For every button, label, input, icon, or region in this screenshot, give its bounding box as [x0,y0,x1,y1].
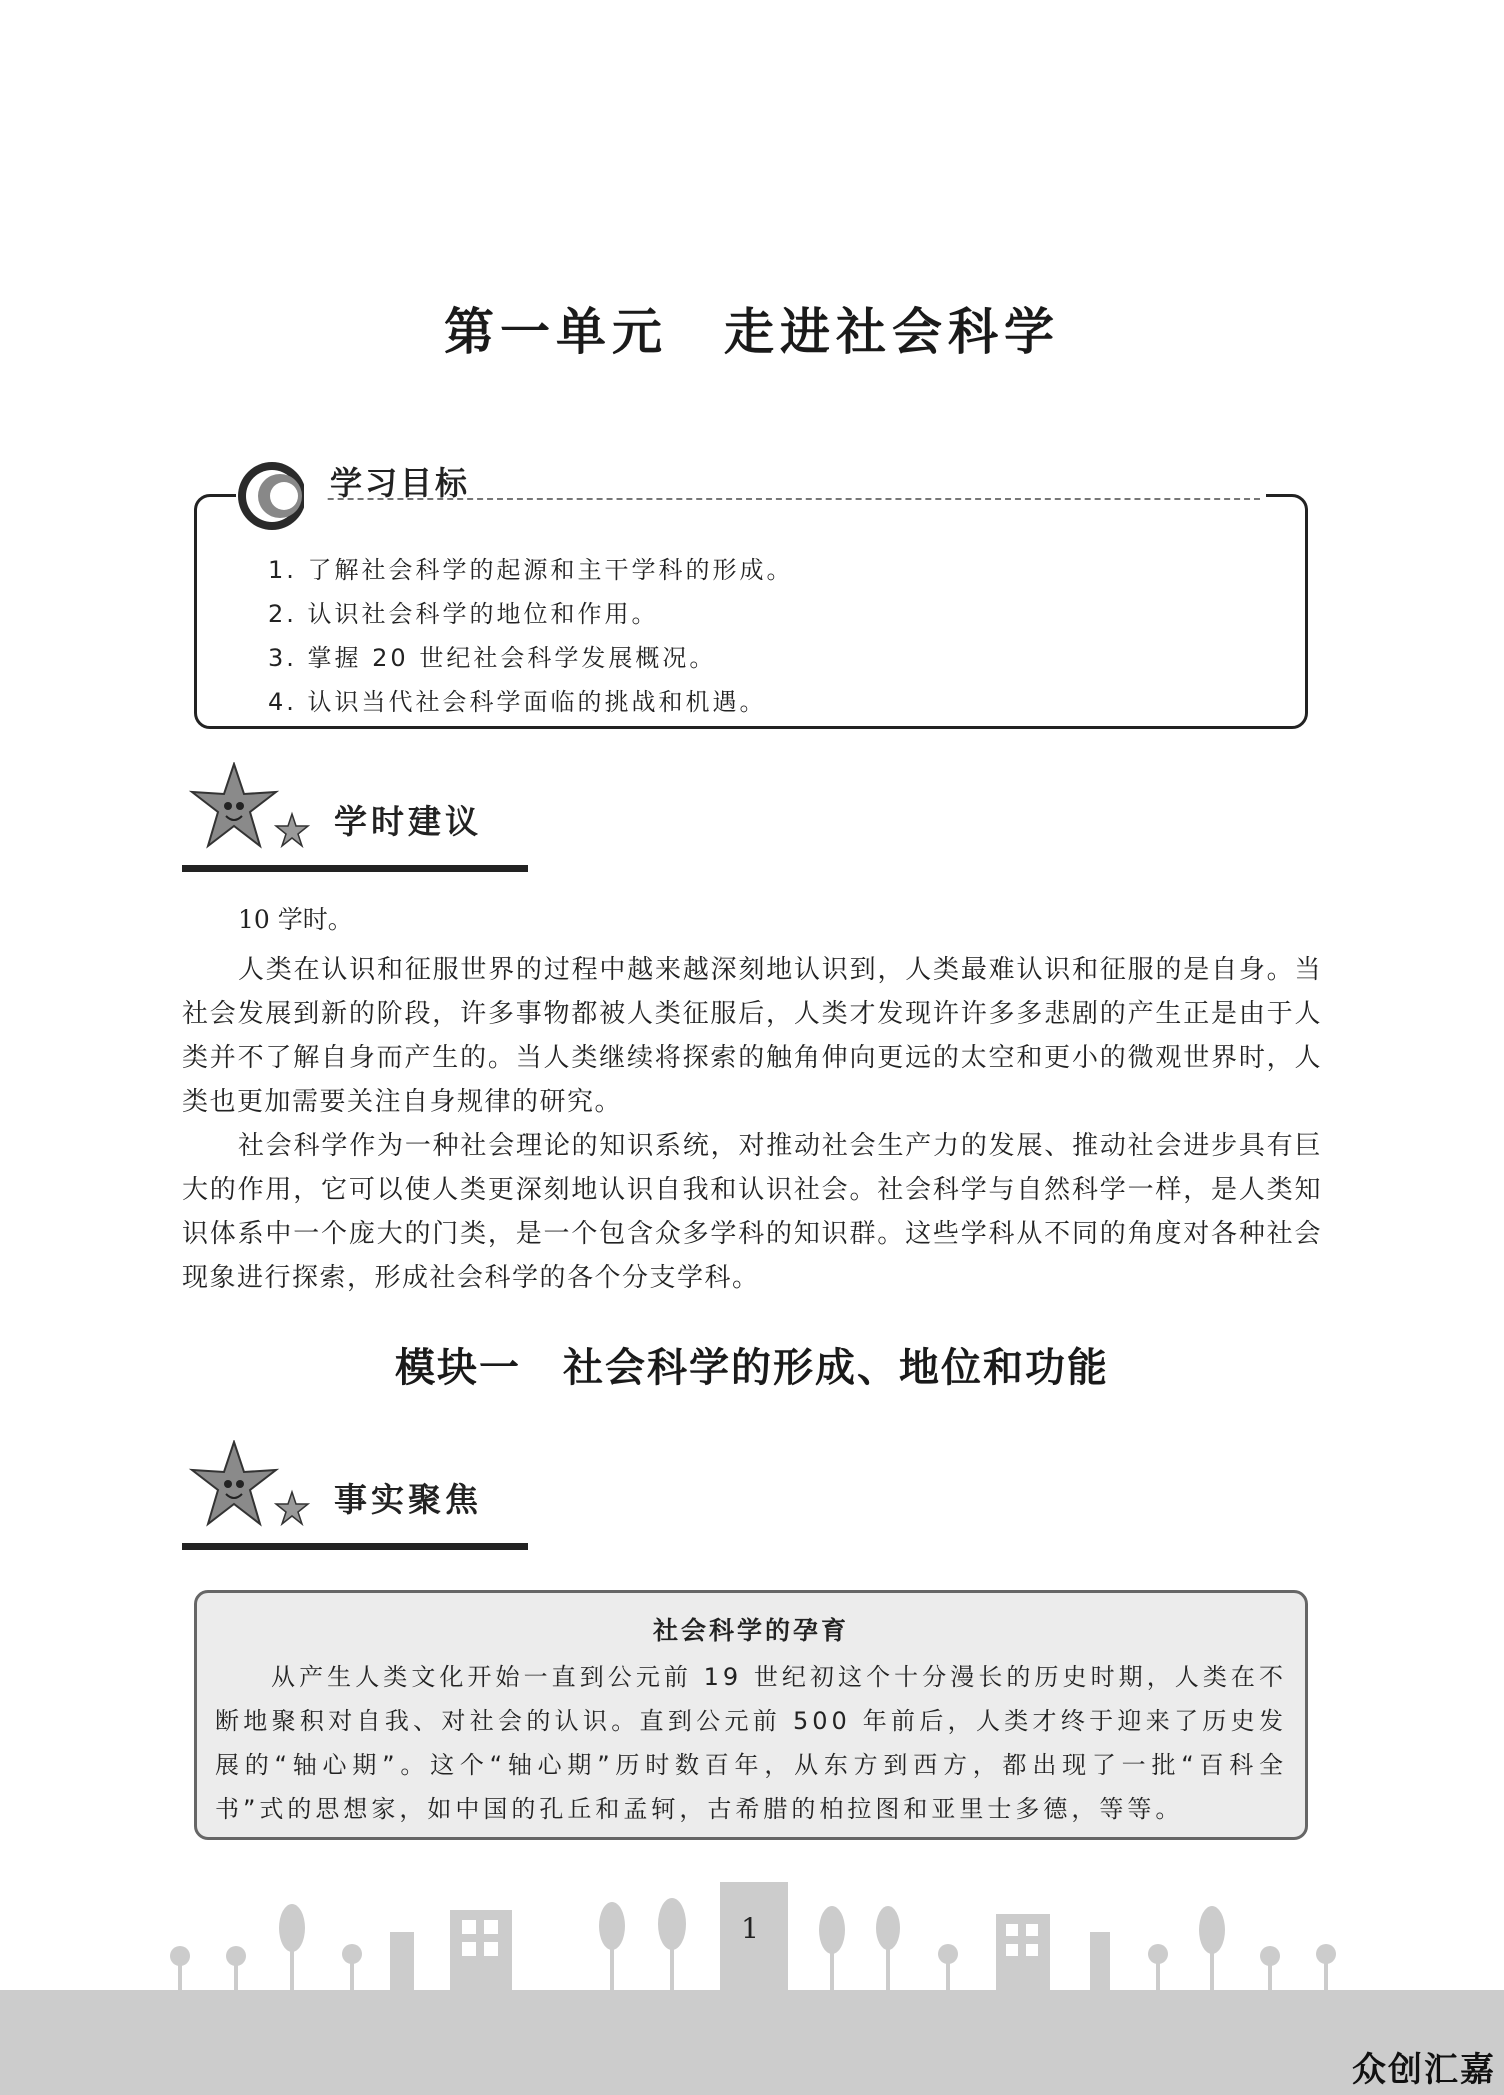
city-skyline-decoration [0,1870,1504,2095]
intro-paragraph: 社会科学作为一种社会理论的知识系统，对推动社会生产力的发展、推动社会进步具有巨大的作用，它可以使人类更深刻地认识自我和认识社会。社会科学与自然科学一样，是人类知识体系中一个庞大的门类，是一个包含众多学科的知识群。这些学科从不同的角度对各种社会现象进行探索，形成社会科学的各个分支学科。 [182,1131,1322,1293]
facts-heading [182,1440,528,1550]
objectives-title: 学习目标 [330,464,471,502]
watermark: 众创汇嘉 [1352,2050,1496,2090]
study-hours-value: 10 学时。 [238,905,353,934]
facts-title: 事实聚焦 [334,1480,482,1519]
study-hours-heading [182,762,528,872]
target-logo-icon [232,456,324,536]
heading-rule [182,865,528,872]
module-title: 模块一 社会科学的形成、地位和功能 [395,1344,1109,1391]
objective-item: 1. 了解社会科学的起源和主干学科的形成。 [268,556,794,584]
starfish-icon [182,1440,322,1540]
intro-paragraph: 人类在认识和征服世界的过程中越来越深刻地认识到，人类最难认识和征服的是自身。当社会发展到新的阶段，许多事物都被人类征服后，人类才发现许许多多悲剧的产生正是由于人类并不了解自身而产生的。当人类继续将探索的触角伸向更远的太空和更小的微观世界时，人类也更加需要关注自身规律的研究。 [182,955,1322,1117]
fact-box [194,1590,1308,1840]
unit-title: 第一单元 走进社会科学 [444,302,1060,361]
objective-item: 3. 掌握 20 世纪社会科学发展概况。 [268,644,717,672]
fact-box-text: 从产生人类文化开始一直到公元前 19 世纪初这个十分漫长的历史时期，人类在不断地聚积对自我、对社会的认识。直到公元前 500 年前后，人类才终于迎来了历史发展的“轴心期”。这个“轴心期”历时数百年，从东方到西方，都出现了一批“百科全书”式的思想家，如中国的孔丘和孟轲，古希腊的柏拉图和亚里士多德，等等。 [215,1663,1287,1823]
starfish-icon [182,762,322,862]
fact-box-title: 社会科学的孕育 [652,1616,849,1645]
study-hours-title: 学时建议 [334,802,482,841]
objectives-list [268,548,794,724]
objective-item: 4. 认识当代社会科学面临的挑战和机遇。 [268,688,767,716]
objective-item: 2. 认识社会科学的地位和作用。 [268,600,659,628]
page-number: 1 [741,1912,759,1945]
heading-rule [182,1543,528,1550]
